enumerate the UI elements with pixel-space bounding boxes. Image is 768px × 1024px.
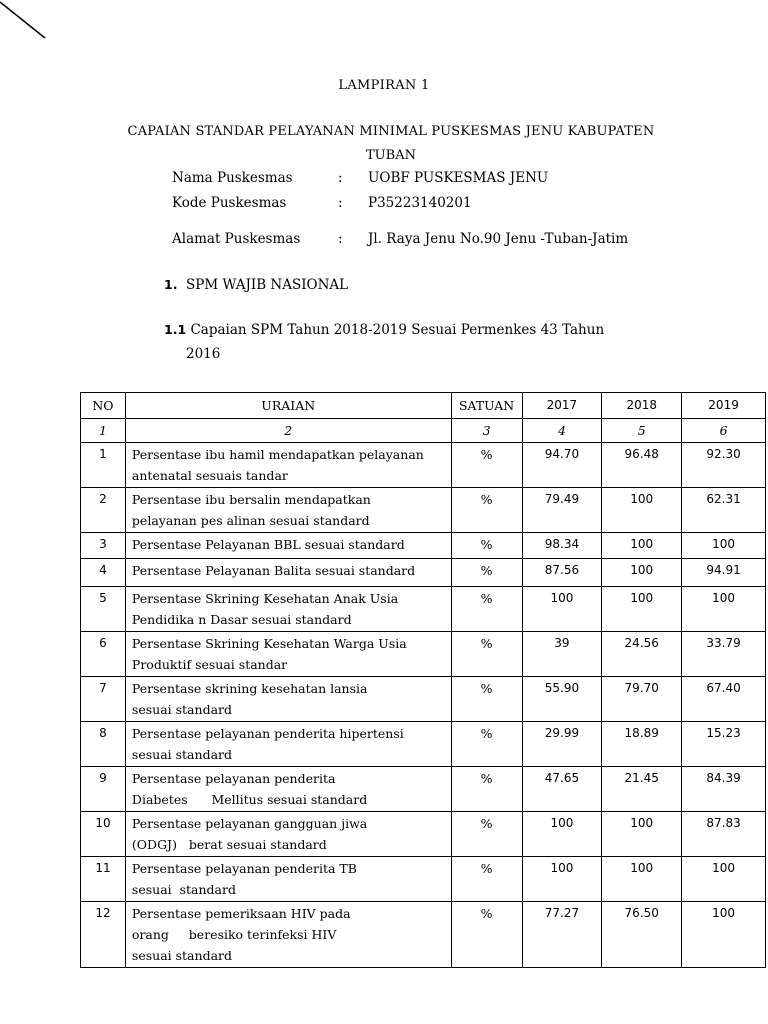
row-2017: 55.90 (522, 677, 602, 722)
info-label: Kode Puskesmas (172, 195, 287, 211)
row-2017: 47.65 (522, 767, 602, 812)
table-row (81, 632, 766, 677)
row-2017: 77.27 (522, 902, 602, 968)
info-value: P35223140201 (368, 195, 472, 211)
info-value: UOBF PUSKESMAS JENU (368, 170, 549, 186)
row-2019: 94.91 (682, 559, 766, 587)
uraian-line: Persentase Pelayanan Balita sesuai standard (131, 563, 416, 578)
uraian-line: sesuai standard (131, 948, 232, 963)
header-2018: 2018 (602, 393, 682, 419)
uraian-line: Persentase ibu bersalin mendapatkan (131, 492, 371, 507)
subsection-number: 1.1 (164, 322, 187, 337)
row-no: 10 (81, 812, 126, 857)
row-uraian (125, 677, 451, 722)
table-header-row (81, 393, 766, 419)
corner-mark (0, 0, 60, 60)
section-title: SPM WAJIB NASIONAL (186, 277, 349, 293)
row-no: 3 (81, 533, 126, 559)
uraian-line: (ODGJ) berat sesuai standard (131, 837, 327, 852)
table-row (81, 559, 766, 587)
row-uraian (125, 722, 451, 767)
row-2017: 100 (522, 857, 602, 902)
uraian-line: Persentase pemeriksaan HIV pada (131, 906, 351, 921)
section-number: 1. (164, 277, 178, 292)
row-no: 2 (81, 488, 126, 533)
uraian-line: Persentase Skrining Kesehatan Anak Usia (131, 591, 399, 606)
uraian-line: Persentase pelayanan penderita hipertensi (131, 726, 404, 741)
row-uraian (125, 443, 451, 488)
row-2017: 100 (522, 587, 602, 632)
table-row (81, 443, 766, 488)
table-row (81, 767, 766, 812)
subsection-heading (164, 322, 604, 338)
table-row (81, 857, 766, 902)
uraian-line: Persentase Skrining Kesehatan Warga Usia (131, 636, 407, 651)
row-2018: 100 (602, 559, 682, 587)
row-2019: 67.40 (682, 677, 766, 722)
table-row (81, 902, 766, 968)
row-2018: 100 (602, 533, 682, 559)
row-satuan: % (451, 677, 522, 722)
subsection-title-line2: 2016 (186, 346, 221, 362)
index-cell: 4 (522, 419, 602, 443)
row-2017: 79.49 (522, 488, 602, 533)
row-2017: 39 (522, 632, 602, 677)
row-satuan: % (451, 559, 522, 587)
table-row (81, 677, 766, 722)
row-satuan: % (451, 767, 522, 812)
uraian-line: Persentase pelayanan penderita TB (131, 861, 357, 876)
row-2017: 98.34 (522, 533, 602, 559)
index-cell: 5 (602, 419, 682, 443)
row-2017: 94.70 (522, 443, 602, 488)
row-uraian (125, 533, 451, 559)
row-2018: 18.89 (602, 722, 682, 767)
row-uraian (125, 632, 451, 677)
row-2017: 29.99 (522, 722, 602, 767)
row-no: 1 (81, 443, 126, 488)
row-satuan: % (451, 722, 522, 767)
uraian-line: antenatal sesuais tandar (131, 468, 288, 483)
row-satuan: % (451, 533, 522, 559)
header-2017: 2017 (522, 393, 602, 419)
uraian-line: Persentase Pelayanan BBL sesuai standard (131, 537, 405, 552)
row-uraian (125, 902, 451, 968)
row-satuan: % (451, 443, 522, 488)
header-satuan: SATUAN (451, 393, 522, 419)
row-2018: 100 (602, 812, 682, 857)
row-uraian (125, 812, 451, 857)
row-uraian (125, 488, 451, 533)
index-cell: 6 (682, 419, 766, 443)
row-2019: 62.31 (682, 488, 766, 533)
row-2018: 24.56 (602, 632, 682, 677)
row-2019: 100 (682, 587, 766, 632)
uraian-line: sesuai standard (131, 882, 236, 897)
row-2018: 21.45 (602, 767, 682, 812)
row-satuan: % (451, 902, 522, 968)
index-cell: 3 (451, 419, 522, 443)
row-2018: 100 (602, 488, 682, 533)
row-2019: 92.30 (682, 443, 766, 488)
row-2017: 100 (522, 812, 602, 857)
row-no: 6 (81, 632, 126, 677)
table-row (81, 533, 766, 559)
info-colon: : (338, 170, 343, 186)
uraian-line: Persentase pelayanan penderita (131, 771, 336, 786)
row-satuan: % (451, 488, 522, 533)
info-label: Alamat Puskesmas (172, 231, 301, 247)
row-uraian (125, 767, 451, 812)
row-uraian (125, 559, 451, 587)
uraian-line: Diabetes Mellitus sesuai standard (131, 792, 368, 807)
uraian-line: Persentase pelayanan gangguan jiwa (131, 816, 368, 831)
row-uraian (125, 857, 451, 902)
uraian-line: Persentase ibu hamil mendapatkan pelayanan (131, 447, 424, 462)
table-row (81, 488, 766, 533)
row-no: 5 (81, 587, 126, 632)
row-satuan: % (451, 812, 522, 857)
row-2018: 79.70 (602, 677, 682, 722)
table-row (81, 812, 766, 857)
uraian-line: Produktif sesuai standar (131, 657, 288, 672)
row-2019: 33.79 (682, 632, 766, 677)
uraian-line: sesuai standard (131, 747, 232, 762)
table-row (81, 587, 766, 632)
row-2018: 100 (602, 587, 682, 632)
uraian-line: pelayanan pes alinan sesuai standard (131, 513, 370, 528)
index-cell: 1 (81, 419, 126, 443)
lampiran-label: LAMPIRAN 1 (338, 78, 430, 93)
header-uraian: URAIAN (125, 393, 451, 419)
row-2019: 100 (682, 902, 766, 968)
document-title: CAPAIAN STANDAR PELAYANAN MINIMAL PUSKESMAS JENU KABUPATEN (127, 124, 655, 139)
row-2018: 76.50 (602, 902, 682, 968)
row-no: 9 (81, 767, 126, 812)
document-title-line2: TUBAN (366, 148, 416, 163)
row-no: 11 (81, 857, 126, 902)
info-label: Nama Puskesmas (172, 170, 293, 186)
row-2018: 96.48 (602, 443, 682, 488)
row-uraian (125, 587, 451, 632)
row-2019: 87.83 (682, 812, 766, 857)
info-value: Jl. Raya Jenu No.90 Jenu -Tuban-Jatim (368, 231, 629, 247)
row-satuan: % (451, 587, 522, 632)
uraian-line: Pendidika n Dasar sesuai standard (131, 612, 352, 627)
table-index-row (81, 419, 766, 443)
uraian-line: Persentase skrining kesehatan lansia (131, 681, 368, 696)
row-2018: 100 (602, 857, 682, 902)
row-2019: 84.39 (682, 767, 766, 812)
uraian-line: orang beresiko terinfeksi HIV (131, 927, 337, 942)
row-satuan: % (451, 857, 522, 902)
row-no: 4 (81, 559, 126, 587)
section-heading (164, 277, 348, 293)
subsection-title: Capaian SPM Tahun 2018-2019 Sesuai Permenkes 43 Tahun (190, 322, 605, 338)
row-no: 8 (81, 722, 126, 767)
info-colon: : (338, 195, 343, 211)
index-cell: 2 (125, 419, 451, 443)
spm-table (80, 392, 766, 968)
row-no: 12 (81, 902, 126, 968)
table-row (81, 722, 766, 767)
row-satuan: % (451, 632, 522, 677)
header-2019: 2019 (682, 393, 766, 419)
row-no: 7 (81, 677, 126, 722)
row-2017: 87.56 (522, 559, 602, 587)
row-2019: 100 (682, 533, 766, 559)
header-no: NO (81, 393, 126, 419)
row-2019: 15.23 (682, 722, 766, 767)
row-2019: 100 (682, 857, 766, 902)
uraian-line: sesuai standard (131, 702, 232, 717)
info-colon: : (338, 231, 343, 247)
